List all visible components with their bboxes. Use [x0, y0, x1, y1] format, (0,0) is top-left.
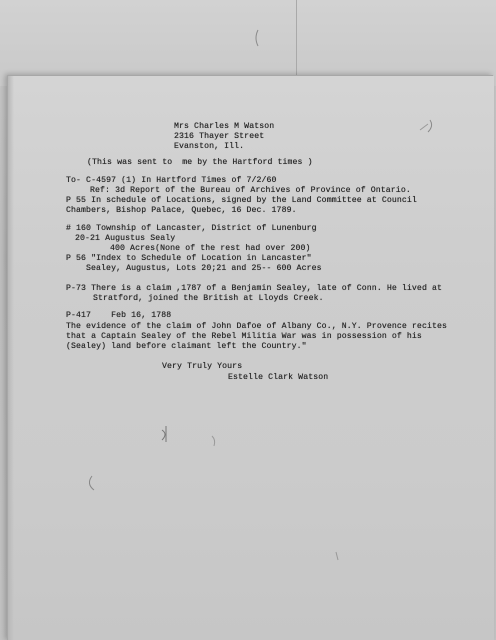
body-line-p73: P-73 There is a claim ,1787 of a Benjamin Sealey, late of Conn. He lived at	[66, 284, 442, 293]
body-line-sealey-lots: Sealey, Augustus, Lots 20;21 and 25-- 600 Acres	[86, 264, 322, 273]
body-line-ref-clipping: To- C-4597 (1) In Hartford Times of 7/2/60	[66, 176, 277, 185]
pencil-mark-top	[256, 30, 258, 46]
body-line-p56: P 56 "Index to Schedule of Location in Lancaster"	[66, 254, 312, 263]
body-line-chambers: Chambers, Bishop Palace, Quebec, 16 Dec. 1789.	[66, 206, 297, 215]
pencil-mark-right	[428, 120, 432, 132]
pencil-tick	[420, 124, 428, 130]
signature: Estelle Clark Watson	[228, 373, 329, 382]
body-line-claimant: (Sealey) land before claimant left the Country."	[66, 342, 307, 351]
body-line-township: # 160 Township of Lancaster, District of Lunenburg	[66, 224, 317, 233]
body-line-report: Ref: 3d Report of the Bureau of Archives of Province of Ontario.	[90, 186, 411, 195]
body-line-stratford: Stratford, joined the British at Lloyds Creek.	[93, 294, 324, 303]
address-line-street: 2316 Thayer Street	[174, 132, 265, 141]
body-line-captain: that a Captain Sealey of the Rebel Militia War was in possession of his	[66, 332, 422, 341]
body-line-augustus: 20-21 Augustus Sealy	[75, 234, 176, 243]
speck-mark	[336, 552, 338, 560]
body-line-p417: P-417 Feb 16, 1788	[66, 311, 172, 320]
pencil-mark-middle	[162, 426, 166, 442]
pencil-mark-small	[212, 436, 215, 446]
pencil-mark-left	[89, 476, 94, 490]
body-line-evidence: The evidence of the claim of John Dafoe of Albany Co., N.Y. Provence recites	[66, 322, 448, 331]
sender-note: (This was sent to me by the Hartford times )	[87, 158, 313, 167]
body-line-acres: 400 Acres(None of the rest had over 200)	[110, 244, 311, 253]
body-line-p55: P 55 In schedule of Locations, signed by the Land Committee at Council	[66, 196, 417, 205]
closing: Very Truly Yours	[162, 362, 243, 371]
address-line-name: Mrs Charles M Watson	[174, 122, 275, 131]
address-line-city: Evanston, Ill.	[174, 142, 245, 151]
